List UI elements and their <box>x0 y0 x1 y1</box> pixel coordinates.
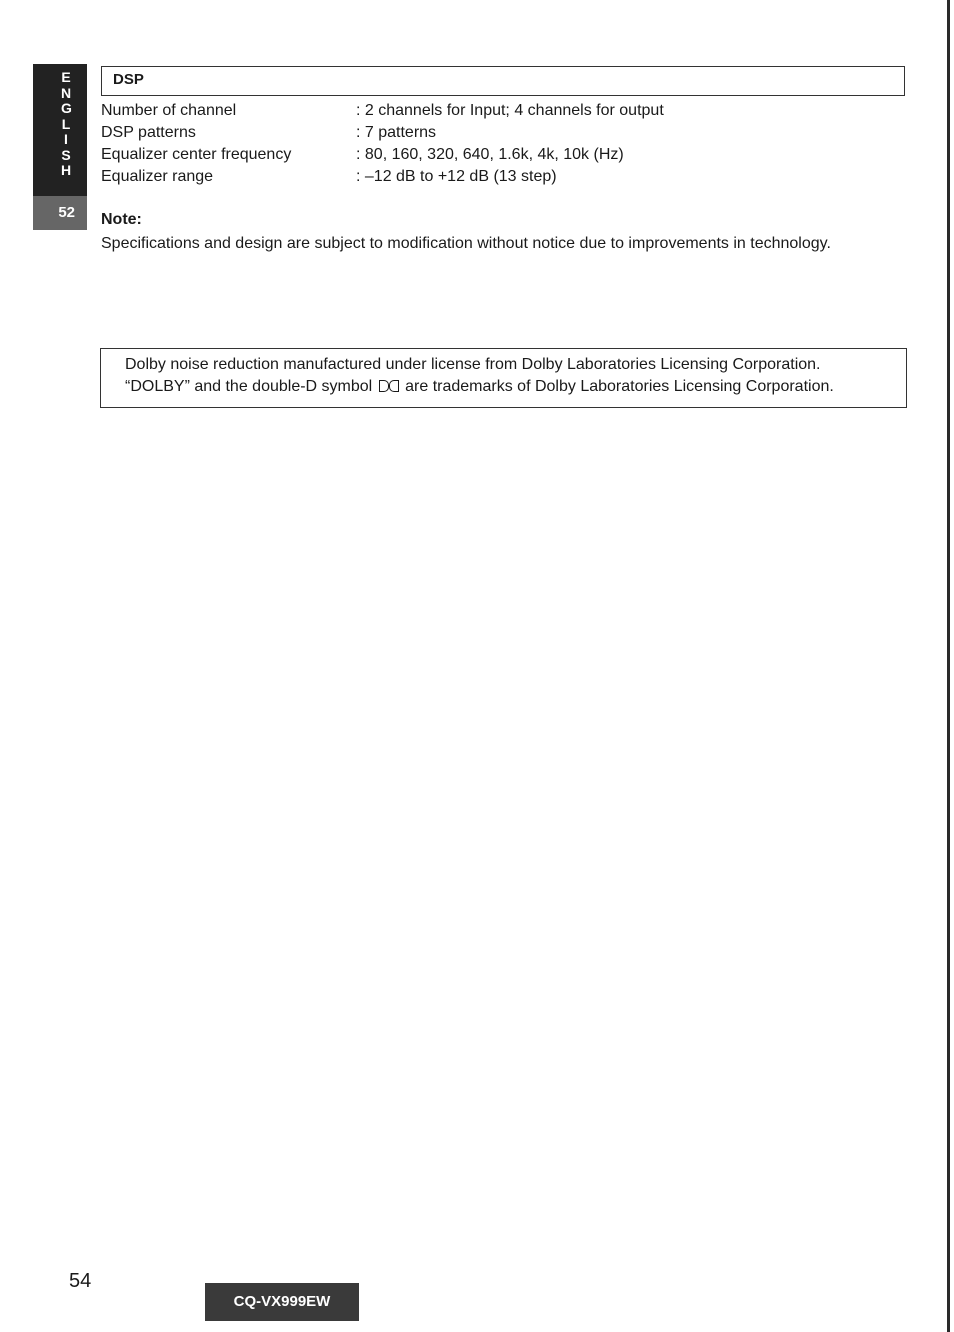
language-letter: L <box>61 115 71 132</box>
dolby-trademark-line <box>125 378 834 396</box>
dsp-spec-table <box>101 101 801 189</box>
dolby-license-line: Dolby noise reduction manufactured under license from Dolby Laboratories Licensing Corporation. <box>125 356 821 373</box>
dolby-trademark-notice <box>100 348 907 408</box>
spec-value: : 80, 160, 320, 640, 1.6k, 4k, 10k (Hz) <box>356 146 624 163</box>
spec-label: Equalizer range <box>101 168 214 185</box>
language-tab <box>33 64 87 230</box>
note-text: Specifications and design are subject to modification without notice due to improvements in technology. <box>101 235 831 252</box>
section-number: 52 <box>33 196 87 230</box>
spec-value: : 2 channels for Input; 4 channels for output <box>356 102 664 119</box>
language-letter: I <box>64 131 68 147</box>
model-badge: CQ-VX999EW <box>205 1283 359 1321</box>
language-letter: H <box>61 162 72 178</box>
spec-row <box>101 167 801 189</box>
spec-label: DSP patterns <box>101 124 196 141</box>
spec-label: Number of channel <box>101 102 237 119</box>
spec-row <box>101 145 801 167</box>
dolby-trademark-text-end: are trademarks of Dolby Laboratories Licensing Corporation. <box>405 378 834 395</box>
page-edge-line <box>947 0 950 1332</box>
page-number: 54 <box>69 1270 92 1292</box>
language-letter: S <box>61 146 71 163</box>
language-letter: G <box>61 100 72 116</box>
language-tab-letters <box>33 70 87 179</box>
language-letter: N <box>61 84 72 101</box>
language-letter: E <box>61 69 71 85</box>
dolby-trademark-text-start: “DOLBY” and the double-D symbol <box>125 378 373 395</box>
double-d-icon <box>379 380 399 392</box>
note-title: Note: <box>101 211 142 228</box>
dsp-section-header <box>101 66 905 96</box>
spec-row <box>101 123 801 145</box>
spec-value: : 7 patterns <box>356 124 437 141</box>
dsp-heading: DSP <box>113 71 144 88</box>
spec-label: Equalizer center frequency <box>101 146 292 163</box>
spec-value: : –12 dB to +12 dB (13 step) <box>356 168 557 185</box>
spec-row <box>101 101 801 123</box>
